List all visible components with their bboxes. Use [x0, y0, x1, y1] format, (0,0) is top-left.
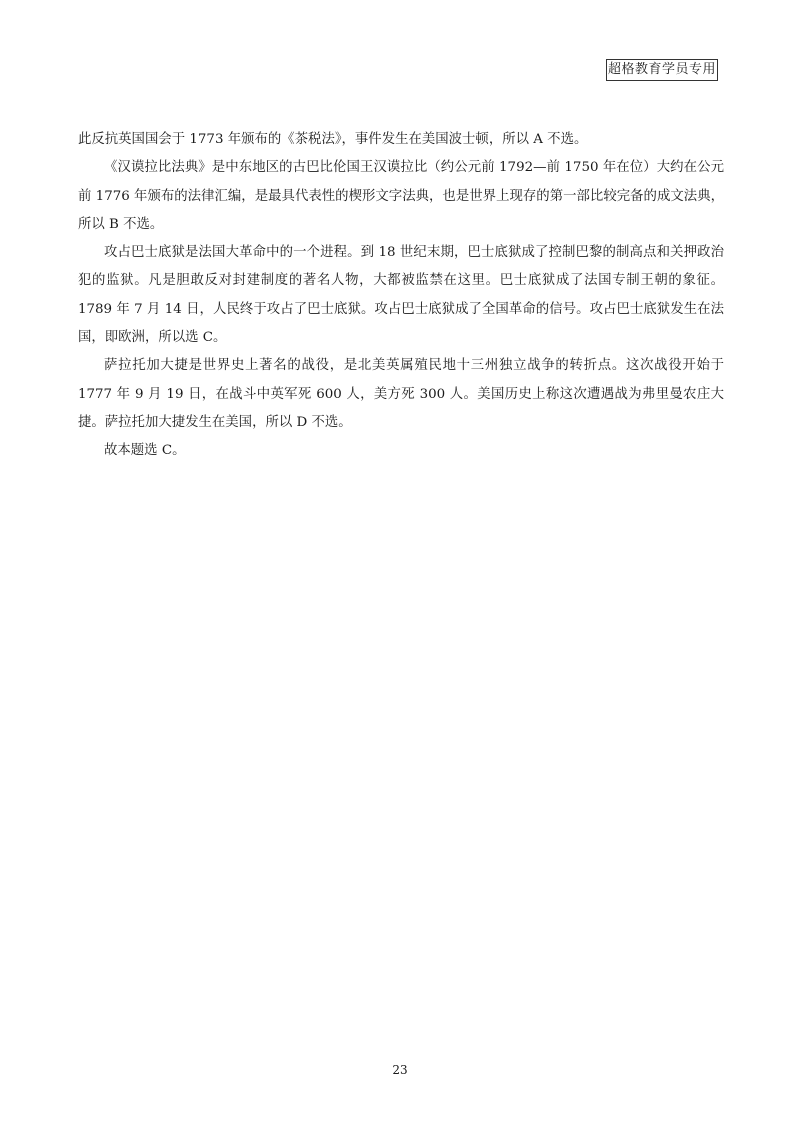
paragraph-option-d: 萨拉托加大捷是世界史上著名的战役，是北美英属殖民地十三州独立战争的转折点。这次战役开始于 1777 年 9 月 19 日，在战斗中英军死 600 人，美方死 300 人。美国历史上称这次遭遇战为弗里曼农庄大捷。萨拉托加大捷发生在美国，所以 D 不选。 — [78, 358, 724, 430]
document-body — [78, 126, 724, 466]
paragraph-option-a-continued: 此反抗英国国会于 1773 年颁布的《茶税法》，事件发生在美国波士顿，所以 A 不选。 — [78, 132, 588, 147]
paragraph-option-c: 攻占巴士底狱是法国大革命中的一个进程。到 18 世纪末期，巴士底狱成了控制巴黎的制高点和关押政治犯的监狱。凡是胆敢反对封建制度的著名人物，大都被监禁在这里。巴士底狱成了法国专制王朝的象征。1789 年 7 月 14 日，人民终于攻占了巴士底狱。攻占巴士底狱成了全国革命的信号。攻占巴士底狱发生在法国，即欧洲，所以选 C。 — [78, 245, 724, 346]
header-badge: 超格教育学员专用 — [606, 59, 718, 81]
paragraph-option-b: 《汉谟拉比法典》是中东地区的古巴比伦国王汉谟拉比（约公元前 1792—前 1750 年在位）大约在公元前 1776 年颁布的法律汇编，是最具代表性的楔形文字法典，也是世界上现存的第一部比较完备的成文法典，所以 B 不选。 — [78, 160, 724, 232]
paragraph-conclusion: 故本题选 C。 — [104, 443, 186, 459]
page-number: 23 — [392, 1063, 408, 1077]
